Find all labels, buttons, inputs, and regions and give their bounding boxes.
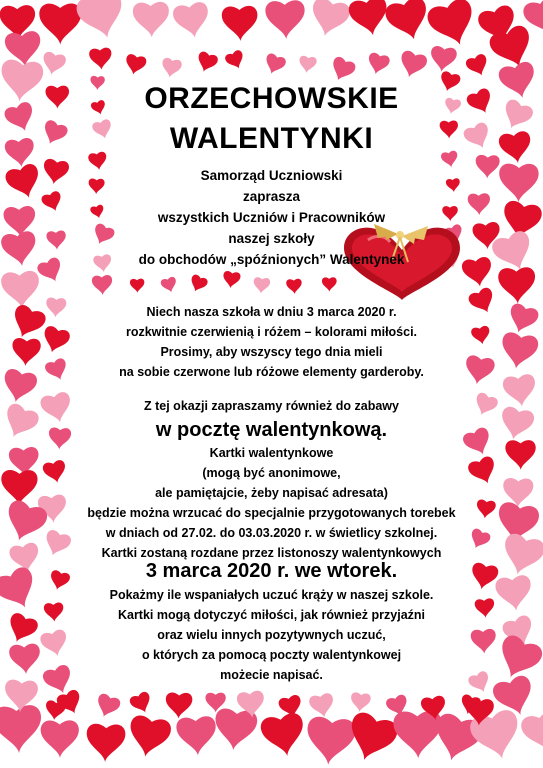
heart-icon [286,278,302,294]
heart-icon [0,704,43,754]
heart-icon [123,53,147,77]
heart-icon [130,279,145,293]
paragraph-1-line: Prosimy, aby wszyscy tego dnia mieli [160,345,383,359]
paragraph-3-line: o których za pomocą poczty walentynkowej [141,648,402,662]
heart-icon [265,0,306,40]
heart-icon [1,270,41,310]
heart-icon [133,2,170,39]
heart-icon [347,0,391,39]
intro-line: do obchodów „spóźnionych” Walentynek [138,252,405,267]
paragraph-2-line: (mogą być anonimowe, [202,466,341,480]
heart-icon [498,267,536,305]
heart-icon [165,692,192,719]
heart-icon [160,57,183,79]
heart-icon [253,277,271,294]
paragraph-3-line: możecie napisać. [220,668,323,682]
heart-icon [259,711,308,759]
intro-line: naszej szkoły [228,231,315,246]
heart-icon [86,723,126,762]
paragraph-2-line: Kartki walentynkowe [209,446,334,460]
heart-icon [221,6,258,42]
paragraph-3-line: Kartki mogą dotyczyć miłości, jak również przyjaźni [117,608,426,622]
heart-icon [224,49,247,72]
heart-icon [262,52,287,77]
intro-line: Samorząd Uczniowski [200,168,343,183]
heart-icon [425,0,482,52]
heart-icon [41,720,80,758]
paragraph-2-line: będzie można wrzucać do specjalnie przygotowanych torebek [87,506,456,520]
heart-icon [298,55,317,74]
heart-icon [519,709,543,757]
paragraph-2-line: Kartki zostaną rozdane przez listonoszy walentynkowych [101,546,442,560]
heart-icon [39,4,81,45]
heart-icon [187,273,209,294]
heart-icon [172,1,213,41]
heart-icon [222,270,241,289]
heart-icon [307,0,352,41]
heart-icon [429,45,458,73]
heart-icon [194,50,219,74]
heart-icon [125,714,172,761]
heart-icon [308,692,336,720]
heart-icon [128,690,154,716]
heart-icon [89,47,113,71]
paragraph-2-line: w dniach od 27.02. do 03.03.2020 r. w świetlicy szkolnej. [105,526,438,540]
paragraph-3-line: Pokażmy ile wspaniałych uczuć krąży w naszej szkole. [109,588,434,602]
date-headline: 3 marca 2020 r. we wtorek. [145,560,398,582]
heart-icon [350,692,371,713]
heart-icon [44,700,66,722]
heart-icon [160,276,179,295]
paragraph-2-intro: Z tej okazji zapraszamy również do zabawy [144,399,399,413]
heart-icon [464,53,491,80]
intro-line: zaprasza [242,189,301,204]
paragraph-1-line: Niech nasza szkoła w dniu 3 marca 2020 r. [146,305,397,319]
paragraph-1-line: rozkwitnie czerwienią i różem – kolorami miłości. [125,325,418,339]
paragraph-1-line: na sobie czerwone lub różowe elementy garderoby. [119,365,424,379]
heart-icon [327,55,357,84]
heart-icon [176,716,218,757]
heart-icon [92,275,113,296]
intro-line: wszystkich Uczniów i Pracowników [157,210,386,225]
heart-icon [383,0,434,45]
heart-icon [93,692,122,720]
paragraph-2-line: ale pamiętajcie, żeby napisać adresata) [155,486,388,500]
heart-icon [396,49,428,81]
headline-valentine-post: w pocztę walentynkową. [155,419,388,441]
heart-icon [322,277,337,292]
poster-title-line-2: WALENTYNKI [169,122,374,155]
heart-icon [365,52,390,77]
paragraph-3-line: oraz wielu innych pozytywnych uczuć, [157,628,386,642]
poster-title-line-1: ORZECHOWSKIE [144,82,399,115]
heart-icon [74,0,129,44]
heart-icon [304,716,356,767]
heart-icon [40,51,67,77]
